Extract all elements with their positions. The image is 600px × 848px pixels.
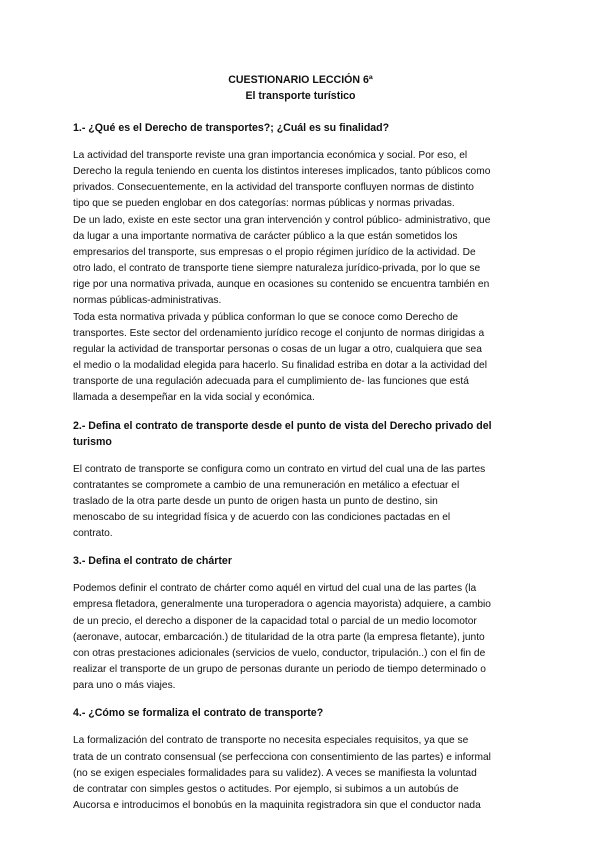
text-line: empresa fletadora, generalmente una turoperadora o agencia mayorista) adquiere, a cambio (73, 599, 491, 611)
text-line: traslado de la otra parte desde un punto de origen hasta un punto de destino, sin (73, 495, 438, 507)
text-line: transportes. Este sector del ordenamiento jurídico recoge el conjunto de normas dirigidas a (73, 327, 485, 339)
text-line: La actividad del transporte reviste una gran importancia económica y social. Por eso, el (73, 150, 468, 161)
text-line: de un precio, el derecho a disponer de la capacidad total o parcial de un medio locomotor (73, 615, 477, 627)
text-line: Toda esta normativa privada y pública conforman lo que se conoce como Derecho de (73, 311, 459, 323)
question-4-heading: 4.- ¿Cómo se formaliza el contrato de transporte? (73, 707, 324, 720)
document-subtitle: El transporte turístico (245, 90, 356, 102)
text-line: con otras prestaciones adicionales (servicios de vuelo, conductor, tripulación..) con el fin de (73, 647, 486, 659)
heading-line: turismo (73, 435, 112, 448)
text-line: La formalización del contrato de transporte no necesita especiales requisitos, ya que se (73, 735, 469, 747)
document-page (73, 72, 528, 814)
text-line: da lugar a una importante normativa de carácter público a la que están sometidos los (73, 230, 458, 242)
text-line: otro lado, el contrato de transporte tiene siempre naturaleza jurídico-privada, por lo que se (73, 263, 481, 275)
text-line: de contratar con simples gestos o actitudes. Por ejemplo, si subimos a un autobús de (73, 783, 459, 795)
answer-2-paragraph (73, 462, 528, 543)
heading-line: 2.- Defina el contrato de transporte desde el punto de vista del Derecho privado del (73, 419, 492, 432)
document-title: CUESTIONARIO LECCIÓN 6ª (228, 74, 373, 86)
text-line: (no se exigen especiales formalidades para su validez). A veces se manifiesta la voluntad (73, 767, 477, 779)
text-line: (aeronave, autocar, embarcación.) de titularidad de la otra parte (la empresa fletante), junto (73, 631, 485, 643)
text-line: transporte de una regulación adecuada para el cumplimiento de- las funciones que está (73, 376, 469, 388)
text-line: Derecho la regula teniendo en cuenta los distintos intereses implicados, tanto públicos como (73, 166, 491, 178)
text-line: contratantes se compromete a cambio de una remuneración en metálico a efectuar el (73, 479, 460, 491)
text-line: empresarios del transporte, sus empresas o el propio régimen jurídico de la actividad. De (73, 246, 476, 258)
text-line: Aucorsa e introducimos el bonobús en la maquinita registradora sin que el conductor nada (73, 800, 481, 811)
text-line: De un lado, existe en este sector una gran intervención y control público- administrativo, que (73, 214, 491, 226)
text-line: privados. Consecuentemente, en la actividad del transporte confluyen normas de distinto (73, 182, 474, 194)
question-1-heading: 1.- ¿Qué es el Derecho de transportes?; ¿Cuál es su finalidad? (73, 122, 390, 134)
text-line: rige por una normativa privada, aunque en ocasiones su contenido se encuentra también en (73, 279, 490, 291)
text-line: menoscabo de su integridad física y de acuerdo con las condiciones pactadas en el (73, 511, 451, 523)
text-line: para uno o más viajes. (73, 680, 176, 692)
text-line: normas públicas-administrativas. (73, 295, 222, 307)
text-line: tipo que se pueden englobar en dos categorías: normas públicas y normas privadas. (73, 198, 455, 210)
text-line: realizar el transporte de un grupo de personas durante un periodo de tiempo determinado o (73, 664, 486, 676)
text-line: Podemos definir el contrato de chárter como aquél en virtud del cual una de las partes (la (73, 583, 477, 595)
text-line: regular la actividad de transportar personas o cosas de un lugar a otro, cualquiera que sea (73, 343, 482, 355)
text-line: trata de un contrato consensual (se perfecciona con consentimiento de las partes) e informal (73, 751, 491, 763)
question-2-heading (73, 418, 528, 450)
answer-3-paragraph (73, 581, 528, 694)
text-line: El contrato de transporte se configura como un contrato en virtud del cual una de las partes (73, 463, 486, 475)
answer-4-paragraph (73, 733, 528, 814)
answer-1-paragraph (73, 148, 528, 407)
question-3-heading: 3.- Defina el contrato de chárter (73, 555, 232, 568)
text-line: llamada a desempeñar en la vida social y económica. (73, 392, 315, 404)
text-line: el medio o la modalidad elegida para hacerlo. Su finalidad estriba en dotar a la actividad del (73, 360, 487, 372)
text-line: contrato. (73, 528, 113, 540)
